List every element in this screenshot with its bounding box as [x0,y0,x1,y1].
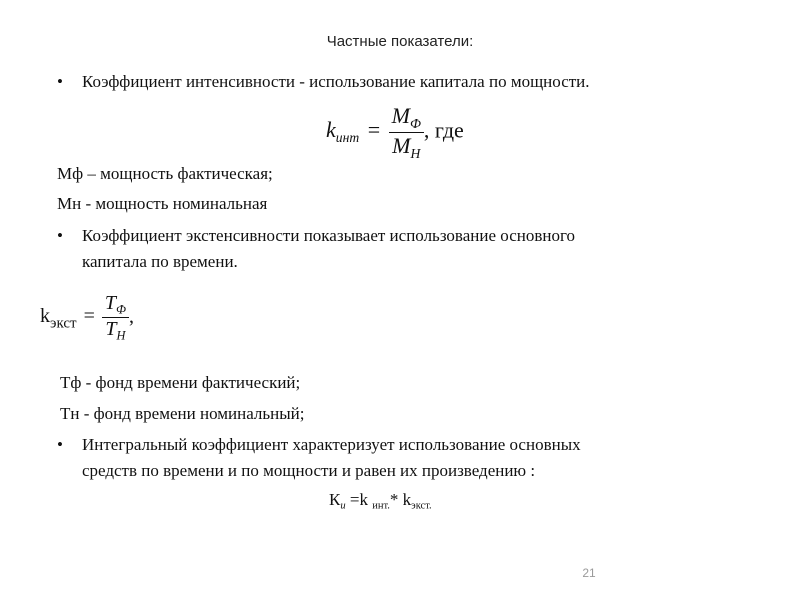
formula-1-denominator-sub: Н [410,145,421,161]
formula-3-k2-sub: инт. [372,500,390,512]
formula-2-lhs: k [40,305,50,328]
formula-intensity [326,103,464,162]
formula-3-k3-sub: экст. [411,500,432,512]
bullet-intensity: Коэффициент интенсивности - использование капитала по мощности. [82,72,590,91]
definition-mf: Мф – мощность фактическая; [57,164,273,183]
formula-2-denominator-sub: Н [116,328,126,343]
formula-2-equals: = [83,305,95,328]
formula-1-denominator: М [392,132,411,158]
bullet-marker: • [57,72,63,91]
formula-1-numerator: М [391,103,410,128]
formula-extensivity [40,292,134,344]
formula-3-k1: К [329,490,341,509]
formula-1-equals: = [367,117,381,143]
slide-title: Частные показатели: [326,33,474,50]
formula-3-times: * k [389,490,412,509]
formula-2-tail: , [128,305,134,328]
definition-tf: Тф - фонд времени фактический; [60,373,301,392]
formula-3-k1-sub: и [340,500,346,512]
formula-2-fraction [102,292,129,344]
bullet-extensivity-line-2: капитала по времени. [82,252,238,271]
bullet-extensivity-line-1: Коэффициент экстенсивности показывает использование основного [82,226,576,245]
formula-2-lhs-sub: экст [50,315,77,332]
formula-1-lhs-sub: инт [335,130,360,146]
formula-2-numerator-sub: Ф [115,302,126,317]
formula-1-lhs: k [326,117,336,143]
definition-tn: Тн - фонд времени номинальный; [60,404,305,423]
page-number: 21 [582,566,596,580]
bullet-integral-line-1: Интегральный коэффициент характеризует использование основных [82,435,581,454]
definition-mn: Мн - мощность номинальная [57,194,268,213]
bullet-integral-line-2: средств по времени и по мощности и равен их произведению : [82,461,536,480]
formula-2-denominator: Т [105,318,117,341]
bullet-marker: • [57,226,63,245]
formula-1-tail: , где [423,117,464,143]
bullet-marker: • [57,435,63,454]
formula-1-fraction [389,103,424,162]
formula-3-middle: =k [345,490,373,509]
formula-2-numerator: Т [104,292,116,314]
formula-1-numerator-sub: Ф [409,115,421,131]
formula-integral [329,490,432,512]
